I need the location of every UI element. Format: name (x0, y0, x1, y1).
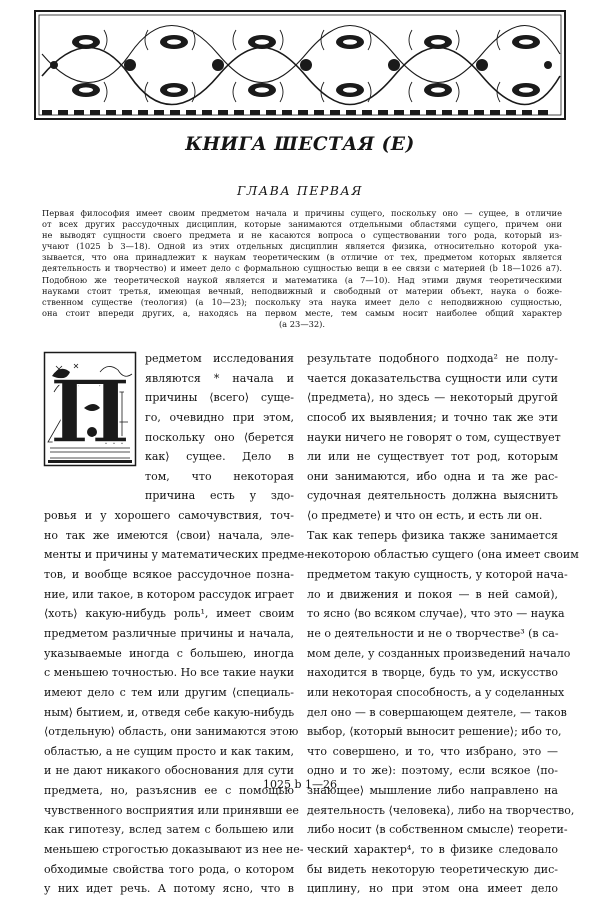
summary-line: деятельность и творчество) и имеет дело с формальною сущностью вещи в ее связи с материей (b 18—1026 a7). (42, 263, 562, 274)
summary-line: Первая философия имеет своим предметом начала и причины сущего, поскольку оно — сущее, в отличие (42, 208, 562, 218)
text-line: ческий характер⁴, то в физике следовало (307, 843, 558, 857)
page-reference: 1025 b 1—26 (262, 778, 338, 791)
text-line: областью, а не сущим просто и как таким, (44, 744, 294, 758)
text-line: то ясно ⟨во всяком случае⟩, что это — наука (307, 607, 565, 621)
text-line: как⟩ сущее. Дело в (145, 450, 294, 464)
text-line: предметом различные причины и начала, (44, 626, 294, 640)
summary-line: она стоит впереди других, а, находясь на первом месте, тем самым носит наиболее общий характер (42, 307, 562, 318)
summary-line: Подобною же теоретической наукой является и математика (a 7—10). Над этими двумя теоретическими (42, 274, 562, 285)
text-line: они занимаются, ибо одна и та же рас- (307, 469, 558, 483)
text-line: тов, и вообще всякое рассудочное позна- (44, 568, 294, 582)
right-text-column (307, 349, 579, 899)
text-line: мом деле, у созданных произведений начало (307, 646, 571, 660)
text-line: с меньшею точностью. Но все такие науки (44, 666, 295, 680)
chapter-summary (42, 208, 562, 330)
text-line: циплину, но при этом она имеет дело (307, 882, 558, 896)
text-line: ным⟩ бытием, и, отведя себе какую-нибудь (44, 705, 295, 719)
text-line: Так как теперь физика также занимается (307, 528, 558, 542)
summary-line: не выводят сущности своего предмета и не касаются вопроса о существовании того рода, который из- (42, 230, 562, 241)
summary-line: зывается, что она принадлежит к наукам теоретическим (в отличие от тех, предметом которых является (42, 252, 562, 263)
text-line: ли или не существует тот род, которым (307, 450, 558, 464)
text-line: либо носит ⟨в собственном смысле⟩ теорети- (307, 823, 568, 837)
summary-line: от всех других рассудочных дисциплин, которые занимаются отдельными областями сущего, причем они (42, 219, 562, 230)
drop-cap-letter: П (49, 362, 131, 463)
text-line: одно и то же): поэтому, если всякое ⟨по- (307, 764, 558, 778)
text-line: имеют дело с тем или другим ⟨специаль- (44, 685, 294, 699)
text-line: ⟨хоть⟩ какую-нибудь роль¹, имеет своим (44, 607, 294, 621)
text-line: меньшею строгостью доказывают из нее не- (44, 843, 304, 857)
text-line: или некоторая способность, а у соделанных (307, 685, 565, 699)
text-line: бы видеть некоторую теоретическую дис- (307, 862, 558, 876)
summary-line: (a 23—32). (278, 318, 326, 329)
text-line: менты и причины у математических предме- (44, 548, 308, 562)
ornamental-header-band (34, 10, 566, 122)
text-line: причина есть у здо- (145, 489, 294, 503)
text-line: деятельность ⟨человека⟩, либо на творчество, (307, 803, 575, 817)
text-line: находится в творце, будь то ум, искусство (307, 666, 558, 680)
text-line: ⟨о предмете⟩ и что он есть, и есть ли он. (307, 509, 543, 523)
text-line: результате подобного подхода² не полу- (307, 352, 558, 365)
summary-line: науками стоит третья, имеющая вечный, неподвижный и свободный от материи объект, наука о боже- (42, 285, 562, 296)
text-line: способ их выявления; и точно так же эти (307, 410, 558, 424)
text-line: ние, или такое, в котором рассудок играет (44, 587, 295, 601)
text-line: поскольку оно ⟨берется (145, 430, 294, 444)
text-line: предметом такую сущность, у которой нача- (307, 568, 568, 582)
summary-line: учают (1025 b 3—18). Одной из этих отдельных дисциплин является физика, относительно которой ука- (42, 241, 562, 252)
text-line: выбор, ⟨который выносит решение⟩; ибо то, (307, 725, 562, 739)
text-line: как гипотезу, вслед затем с большею или (44, 823, 294, 837)
text-line: обходимые свойства того рода, о котором (44, 862, 294, 876)
text-line: у них идет речь. А потому ясно, что в (44, 882, 294, 896)
text-line: не о деятельности и не о творчестве³ (в са- (307, 626, 559, 640)
text-line: чувственного восприятия или принявши ее (44, 803, 299, 817)
text-line: го, очевидно при этом, (145, 410, 294, 424)
text-line: указываемые иногда с большею, иногда (44, 646, 294, 660)
text-line: ло и движения и покоя — в ней самой), (307, 587, 558, 601)
text-line: редметом исследования (145, 352, 294, 365)
text-line: что совершено, и то, что избрано, это — (307, 744, 558, 758)
text-line: и не дают никакого обоснования для сути (44, 764, 294, 778)
text-line: ровья и у хорошего самочувствия, точ- (44, 509, 294, 523)
text-line: ⟨отдельную⟩ область, они занимаются этою (44, 725, 299, 739)
text-line: науки ничего не говорят о том, существует (307, 430, 561, 444)
text-line: являются * начала и (145, 371, 294, 385)
text-line: судочная деятельность должна выяснить (307, 489, 558, 503)
text-line: ⟨предмета⟩, но здесь — некоторый другой (307, 391, 558, 405)
book-title: КНИГА ШЕСТАЯ (E) (185, 134, 415, 155)
text-line: том, что некоторая (145, 469, 294, 483)
summary-line: ственном существе (теология) (a 10—23); поскольку эта наука имеет дело с неподвижною сущностью, (42, 296, 562, 307)
text-line: но так же имеются ⟨свои⟩ начала, эле- (44, 528, 294, 542)
text-line: некоторою областью сущего (она имеет своим (307, 548, 579, 562)
chapter-title: ГЛАВА ПЕРВАЯ (237, 183, 363, 198)
text-line: чается доказательства сущности или сути (307, 371, 558, 385)
text-line: предмета, но, разъяснив ее с помощью (44, 784, 294, 798)
text-line: причины ⟨всего⟩ суще- (145, 391, 294, 405)
text-line: дел оно — в совершающем деятеле, — таков (307, 705, 567, 719)
text-line: знающее⟩ мышление либо направлено на (307, 784, 558, 798)
